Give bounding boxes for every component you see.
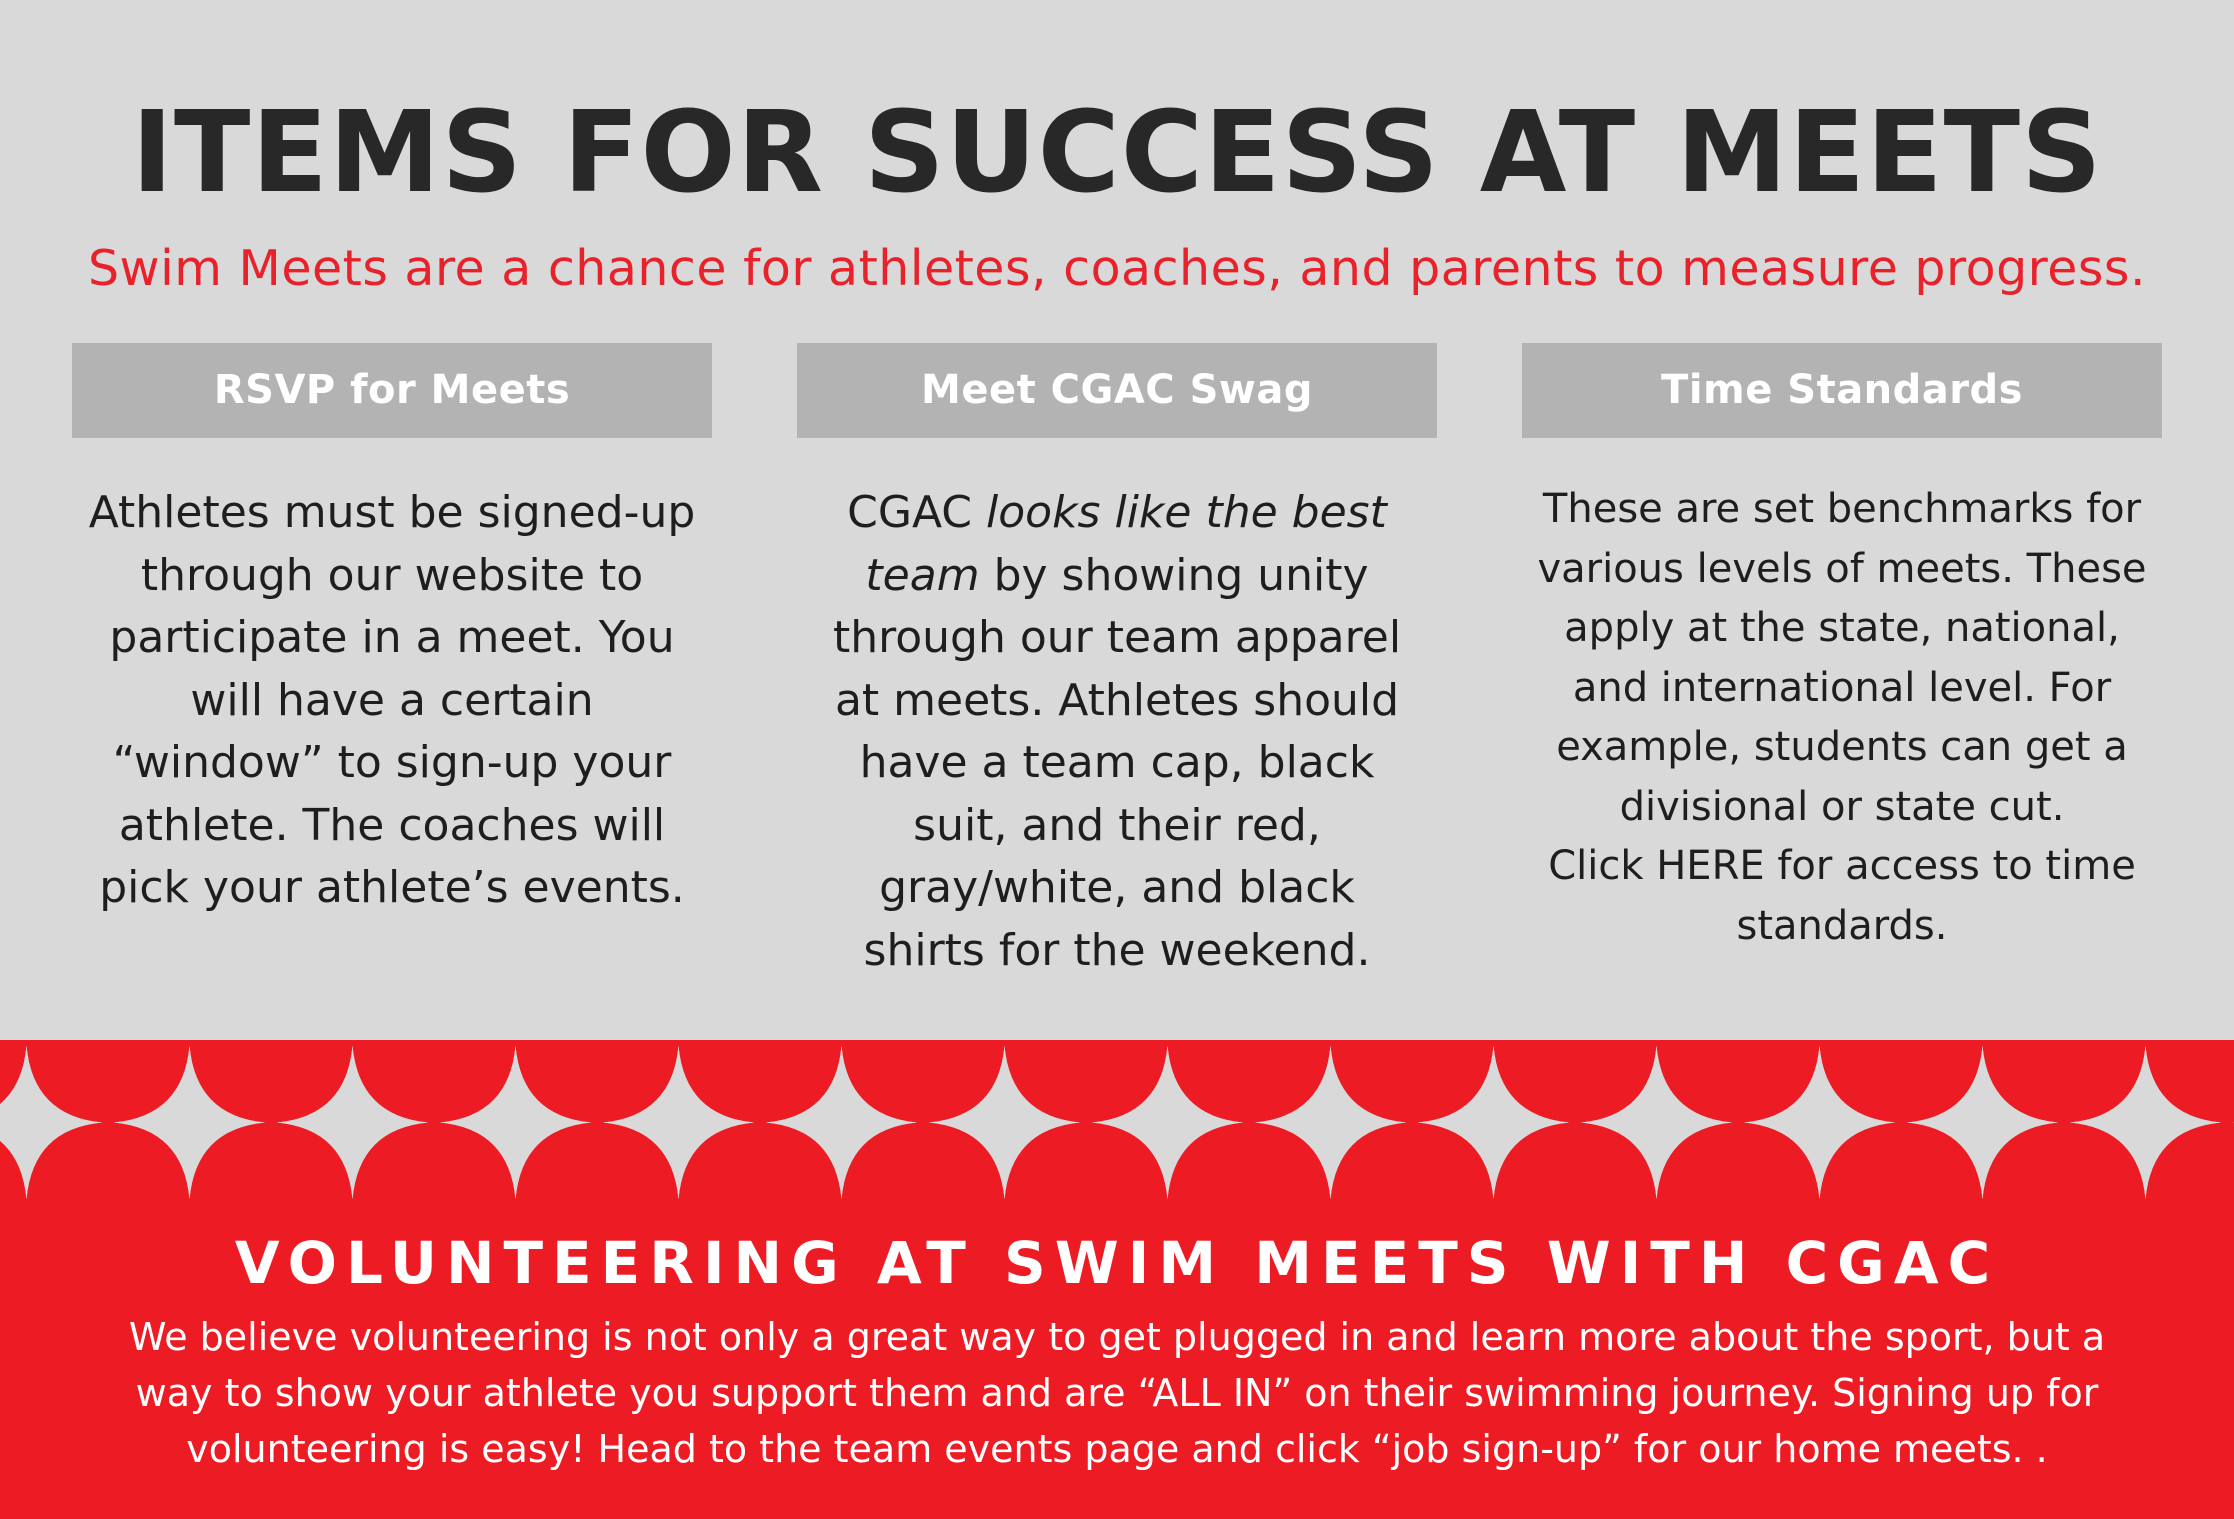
swag-line: have a team cap, black xyxy=(859,737,1375,788)
swag-line: through our team apparel xyxy=(832,612,1402,663)
rsvp-line: participate in a meet. You xyxy=(109,612,675,663)
swag-text: CGAC xyxy=(847,487,987,538)
time-standards-line: apply at the state, national, xyxy=(1564,605,2120,651)
swag-body xyxy=(787,482,1447,982)
time-standards-link-line[interactable]: Click HERE for access to time xyxy=(1548,843,2136,889)
swag-line: suit, and their red, xyxy=(913,799,1321,851)
swag-text: by showing unity xyxy=(979,549,1369,601)
decorative-pattern xyxy=(0,1040,2234,1205)
rsvp-body xyxy=(62,482,722,920)
rsvp-line: pick your athlete’s events. xyxy=(99,862,685,913)
time-standards-body xyxy=(1512,480,2172,956)
page-subtitle: Swim Meets are a chance for athletes, coaches, and parents to measure progress. xyxy=(87,240,2147,297)
volunteer-text xyxy=(40,1309,2194,1477)
time-standards-line: standards. xyxy=(1736,902,1948,949)
swag-line: gray/white, and black xyxy=(879,862,1355,913)
swag-line xyxy=(787,545,1447,608)
volunteer-section xyxy=(0,1205,2234,1519)
time-standards-heading: Time Standards xyxy=(1522,343,2162,438)
swag-emphasis: looks like the best xyxy=(986,487,1387,538)
swag-emphasis: team xyxy=(865,549,980,601)
swag-line: at meets. Athletes should xyxy=(834,674,1400,726)
volunteer-line: volunteering is easy! Head to the team events page and click “job sign-up” for our home meets. . xyxy=(186,1427,2048,1471)
swag-line: shirts for the weekend. xyxy=(863,924,1371,976)
time-standards-line: and international level. For xyxy=(1572,664,2112,711)
volunteer-title: VOLUNTEERING AT SWIM MEETS WITH CGAC xyxy=(234,1229,2000,1297)
swag-heading: Meet CGAC Swag xyxy=(797,343,1437,438)
rsvp-line: athlete. The coaches will xyxy=(118,799,666,851)
time-standards-line: These are set benchmarks for xyxy=(1542,486,2142,532)
rsvp-line: through our website to xyxy=(140,549,644,601)
rsvp-line: “window” to sign-up your xyxy=(112,737,672,788)
volunteer-line: way to show your athlete you support them and are “ALL IN” on their swimming journey. Signing up for xyxy=(135,1371,2099,1415)
swag-line xyxy=(787,482,1447,545)
time-standards-line: various levels of meets. These xyxy=(1537,545,2147,592)
rsvp-line: will have a certain xyxy=(190,674,594,726)
volunteer-line: We believe volunteering is not only a great way to get plugged in and learn more about the sport, but a xyxy=(128,1315,2106,1359)
page-title: ITEMS FOR SUCCESS AT MEETS xyxy=(131,88,2103,218)
rsvp-heading: RSVP for Meets xyxy=(72,343,712,438)
rsvp-line: Athletes must be signed-up xyxy=(88,487,696,538)
time-standards-line: divisional or state cut. xyxy=(1619,783,2065,830)
time-standards-line: example, students can get a xyxy=(1556,724,2128,770)
